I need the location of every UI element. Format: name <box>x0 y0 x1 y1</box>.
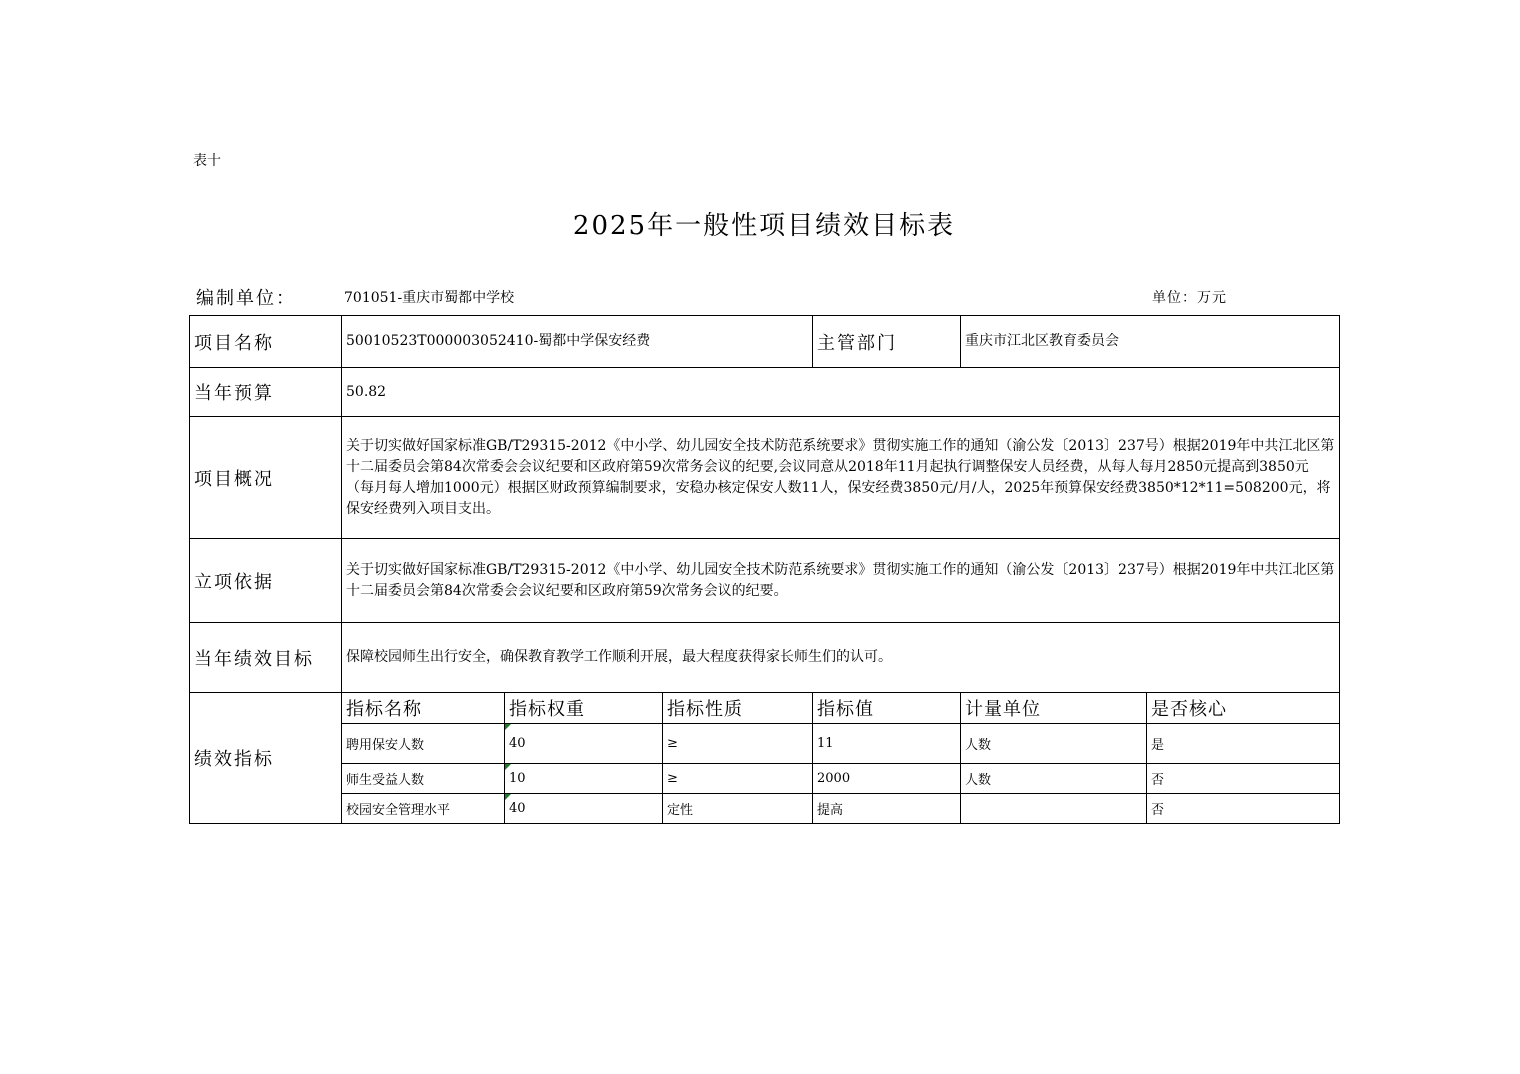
cell-note-marker <box>505 794 511 800</box>
indicator-row <box>190 764 1340 794</box>
basis-value: 关于切实做好国家标准GB/T29315-2012《中小学、幼儿园安全技术防范系统要求》贯彻实施工作的通知（渝公发〔2013〕237号）根据2019年中共江北区第十二届委员会第84次常委会会议纪要和区政府第59次常务会议的纪要。 <box>342 539 1340 623</box>
page-title: 2025年一般性项目绩效目标表 <box>572 211 956 241</box>
project-name-value: 50010523T000003052410-蜀都中学保安经费 <box>342 316 813 368</box>
indicator-nature: 定性 <box>663 794 813 824</box>
performance-target-table <box>189 315 1340 824</box>
indicator-value: 提高 <box>813 794 961 824</box>
department-value: 重庆市江北区教育委员会 <box>961 316 1340 368</box>
indicator-row <box>190 794 1340 824</box>
compiling-unit-label: 编制单位： <box>196 288 296 309</box>
overview-label: 项目概况 <box>190 417 342 539</box>
indicator-unit: 人数 <box>961 764 1147 794</box>
indicator-value: 2000 <box>813 764 961 794</box>
department-label: 主管部门 <box>813 316 961 368</box>
header-is-core: 是否核心 <box>1147 693 1340 724</box>
cell-note-marker <box>505 724 511 730</box>
header-measurement-unit: 计量单位 <box>961 693 1147 724</box>
indicator-value: 11 <box>813 724 961 764</box>
header-indicator-value: 指标值 <box>813 693 961 724</box>
indicator-weight: 40 <box>505 794 663 824</box>
indicator-name: 校园安全管理水平 <box>342 794 505 824</box>
goal-label: 当年绩效目标 <box>190 623 342 693</box>
indicator-weight: 40 <box>505 724 663 764</box>
indicator-row <box>190 724 1340 764</box>
table-number: 表十 <box>193 153 221 169</box>
indicator-core: 是 <box>1147 724 1340 764</box>
header-indicator-weight: 指标权重 <box>505 693 663 724</box>
goal-value: 保障校园师生出行安全，确保教育教学工作顺利开展，最大程度获得家长师生们的认可。 <box>342 623 1340 693</box>
cell-note-marker <box>505 764 511 770</box>
indicators-label: 绩效指标 <box>190 693 342 824</box>
indicator-unit: 人数 <box>961 724 1147 764</box>
budget-label: 当年预算 <box>190 368 342 417</box>
indicator-name: 师生受益人数 <box>342 764 505 794</box>
indicator-nature: ≥ <box>663 724 813 764</box>
header-indicator-nature: 指标性质 <box>663 693 813 724</box>
budget-value: 50.82 <box>342 368 1340 417</box>
indicator-core: 否 <box>1147 794 1340 824</box>
indicator-name: 聘用保安人数 <box>342 724 505 764</box>
indicator-weight: 10 <box>505 764 663 794</box>
overview-value: 关于切实做好国家标准GB/T29315-2012《中小学、幼儿园安全技术防范系统要求》贯彻实施工作的通知（渝公发〔2013〕237号）根据2019年中共江北区第十二届委员会第84次常委会会议纪要和区政府第59次常务会议的纪要,会议同意从2018年11月起执行调整保安人员经费，从每人每月2850元提高到3850元（每月每人增加1000元）根据区财政预算编制要求，安稳办核定保安人数11人，保安经费3850元/月/人，2025年预算保安经费3850*12*11=508200元，将保安经费列入项目支出。 <box>342 417 1340 539</box>
money-unit: 单位：万元 <box>1152 290 1227 306</box>
header-indicator-name: 指标名称 <box>342 693 505 724</box>
indicator-core: 否 <box>1147 764 1340 794</box>
indicator-nature: ≥ <box>663 764 813 794</box>
project-name-label: 项目名称 <box>190 316 342 368</box>
basis-label: 立项依据 <box>190 539 342 623</box>
indicator-unit <box>961 794 1147 824</box>
compiling-unit-value: 701051-重庆市蜀都中学校 <box>344 290 515 306</box>
